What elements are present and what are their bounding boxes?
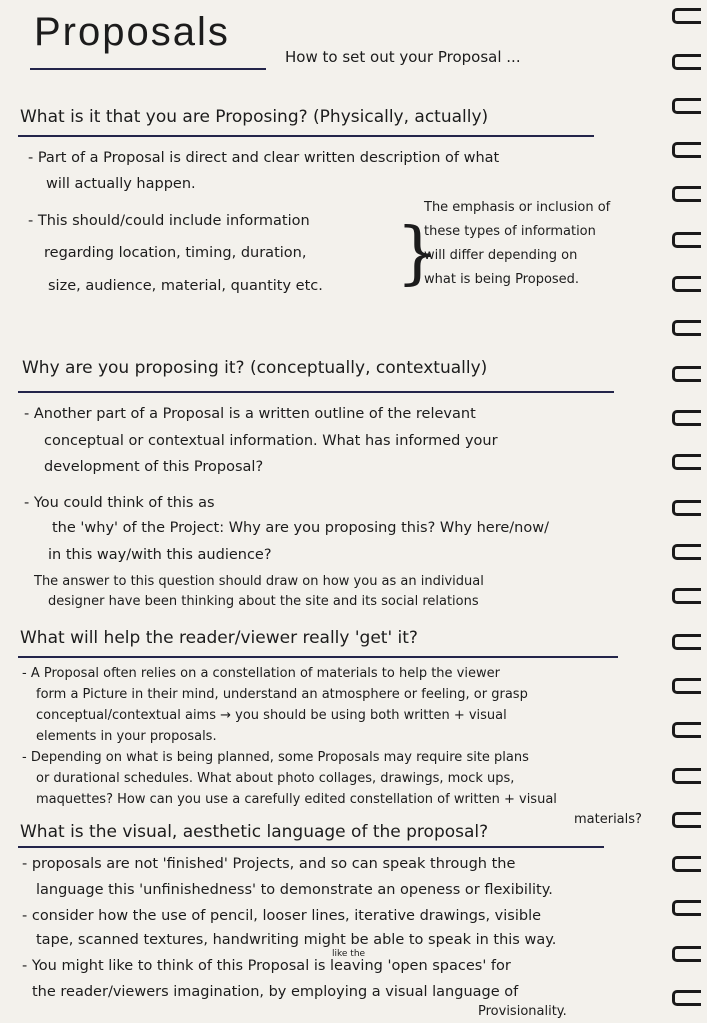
binding-ring <box>672 946 701 962</box>
binding-ring <box>672 454 701 470</box>
body-line: tape, scanned textures, handwriting might be able to speak in this way. <box>36 932 557 948</box>
body-line: - Part of a Proposal is direct and clear written description of what <box>28 150 500 166</box>
side-note-line: these types of information <box>424 224 596 239</box>
body-line: elements in your proposals. <box>36 729 217 744</box>
spiral-binding <box>673 0 707 1023</box>
binding-ring <box>672 410 701 426</box>
section-heading: Why are you proposing it? (conceptually, contextually) <box>22 358 488 378</box>
body-line: form a Picture in their mind, understand an atmosphere or feeling, or grasp <box>36 687 528 702</box>
side-note-line: what is being Proposed. <box>424 272 580 287</box>
binding-ring <box>672 544 701 560</box>
body-line: development of this Proposal? <box>44 459 264 475</box>
body-line: - A Proposal often relies on a constellation of materials to help the viewer <box>22 666 500 681</box>
body-line: - proposals are not 'finished' Projects, and so can speak through the <box>22 856 516 872</box>
section-heading: What will help the reader/viewer really 'get' it? <box>20 628 418 648</box>
binding-ring <box>672 634 701 650</box>
page-subtitle: How to set out your Proposal ... <box>285 48 521 66</box>
body-line: - You could think of this as <box>24 495 215 511</box>
body-line: - Another part of a Proposal is a written outline of the relevant <box>24 406 476 422</box>
body-line: size, audience, material, quantity etc. <box>48 278 323 294</box>
body-line: the 'why' of the Project: Why are you proposing this? Why here/now/ <box>52 520 549 536</box>
binding-ring <box>672 812 701 828</box>
body-line: designer have been thinking about the site and its social relations <box>48 594 479 609</box>
section-rule <box>18 135 594 137</box>
binding-ring <box>672 366 701 382</box>
page-title: Proposals <box>34 10 230 54</box>
body-line: language this 'unfinishedness' to demonstrate an openess or flexibility. <box>36 882 553 898</box>
body-line: - This should/could include information <box>28 213 310 229</box>
side-note-line: The emphasis or inclusion of <box>424 200 611 215</box>
brace-symbol: } <box>396 214 440 293</box>
section-heading: What is it that you are Proposing? (Physically, actually) <box>20 107 489 127</box>
binding-ring <box>672 900 701 916</box>
side-note-line: will differ depending on <box>424 248 578 263</box>
section-rule <box>18 391 614 393</box>
body-line: conceptual/contextual aims → you should be using both written + visual <box>36 708 507 723</box>
binding-ring <box>672 588 701 604</box>
binding-ring <box>672 276 701 292</box>
binding-ring <box>672 98 701 114</box>
section-rule <box>18 656 618 658</box>
binding-ring <box>672 678 701 694</box>
binding-ring <box>672 856 701 872</box>
title-underline <box>30 68 266 70</box>
body-line: the reader/viewers imagination, by employing a visual language of <box>32 984 519 1000</box>
binding-ring <box>672 142 701 158</box>
binding-ring <box>672 768 701 784</box>
body-line: in this way/with this audience? <box>48 547 272 563</box>
binding-ring <box>672 500 701 516</box>
body-line: materials? <box>574 812 642 827</box>
insertion-note: like the <box>332 949 366 959</box>
body-line: - consider how the use of pencil, looser lines, iterative drawings, visible <box>22 908 542 924</box>
binding-ring <box>672 8 701 24</box>
body-line: Provisionality. <box>478 1004 567 1019</box>
binding-ring <box>672 54 701 70</box>
binding-ring <box>672 320 701 336</box>
binding-ring <box>672 722 701 738</box>
body-line: regarding location, timing, duration, <box>44 245 307 261</box>
section-rule <box>18 846 604 848</box>
body-line: - You might like to think of this Proposal is leaving 'open spaces' for <box>22 958 511 974</box>
binding-ring <box>672 990 701 1006</box>
body-line: - Depending on what is being planned, some Proposals may require site plans <box>22 750 529 765</box>
section-heading: What is the visual, aesthetic language of the proposal? <box>20 822 489 842</box>
body-line: conceptual or contextual information. What has informed your <box>44 433 498 449</box>
body-line: maquettes? How can you use a carefully edited constellation of written + visual <box>36 792 557 807</box>
body-line: will actually happen. <box>46 176 196 192</box>
binding-ring <box>672 232 701 248</box>
binding-ring <box>672 186 701 202</box>
body-line: The answer to this question should draw on how you as an individual <box>34 574 484 589</box>
body-line: or durational schedules. What about photo collages, drawings, mock ups, <box>36 771 515 786</box>
